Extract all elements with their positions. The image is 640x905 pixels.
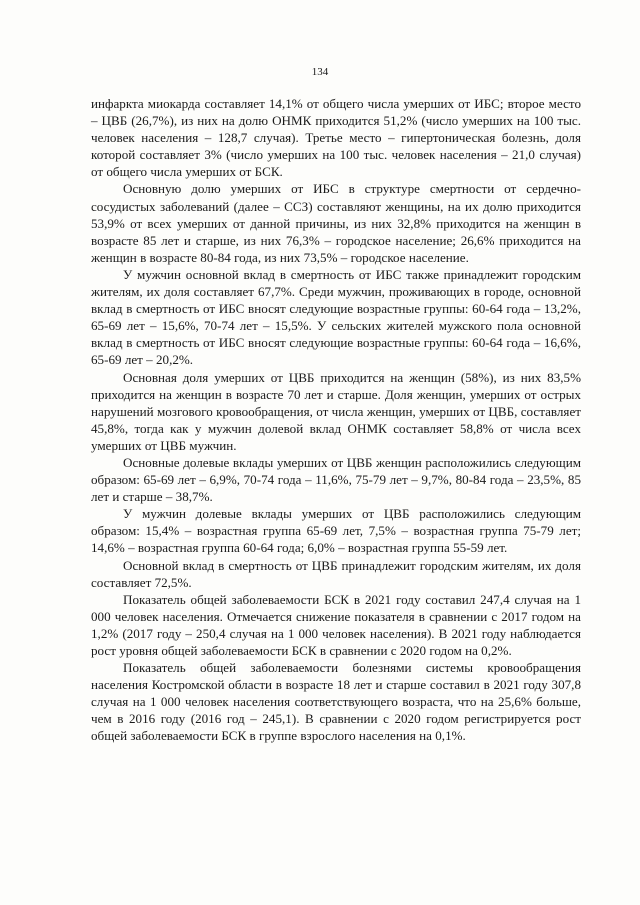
paragraph-cvb-women-share: Основная доля умерших от ЦВБ приходится на женщин (58%), из них 83,5% приходится на женщин в возрасте 70 лет и старше. Доля женщин, умерших от острых нарушений мозгового кровообращения, от числа женщин, умерших от ЦВБ, составляет 45,8%, тогда как у мужчин долевой вклад ОНМК составляет 58,8% от числа всех умерших от ЦВБ мужчин.	[91, 369, 581, 453]
body-text	[91, 95, 581, 745]
paragraph-ibs-women: Основную долю умерших от ИБС в структуре смертности от сердечно-сосудистых заболеваний (далее – ССЗ) составляют женщины, на их долю приходится 53,9% от всех умерших от данной причины, из них 32,8% приходится на женщин в возрасте 85 лет и старше, из них 76,3% – городское население; 26,6% приходится на женщин в возрасте 80-84 года, из них 73,5% – городское население.	[91, 181, 581, 265]
paragraph-continuation: инфаркта миокарда составляет 14,1% от общего числа умерших от ИБС; второе место – ЦВБ (26,7%), из них на долю ОНМК приходится 51,2% (число умерших на 100 тыс. человек населения – 128,7 случая). Третье место – гипертоническая болезнь, доля которой составляет 3% (число умерших на 100 тыс. человек населения – 21,0 случая) от общего числа умерших от БСК.	[91, 96, 581, 180]
paragraph-bsk-morbidity: Показатель общей заболеваемости БСК в 2021 году составил 247,4 случая на 1 000 человек населения. Отмечается снижение показателя в сравнении с 2017 годом на 1,2% (2017 году – 250,4 случая на 1 000 человек населения). В 2021 году наблюдается рост уровня общей заболеваемости БСК в сравнении с 2020 годом на 0,2%.	[91, 591, 581, 658]
page-number: 134	[311, 66, 329, 78]
paragraph-cvb-urban: Основной вклад в смертность от ЦВБ принадлежит городским жителям, их доля составляет 72,5%.	[91, 557, 581, 590]
paragraph-cvb-women-ages: Основные долевые вклады умерших от ЦВБ женщин расположились следующим образом: 65-69 лет – 6,9%, 70-74 года – 11,6%, 75-79 лет – 9,7%, 80-84 года – 23,5%, 85 лет и старше – 38,7%.	[91, 454, 581, 505]
paragraph-ibs-men: У мужчин основной вклад в смертность от ИБС также принадлежит городским жителям, их доля составляет 67,7%. Среди мужчин, проживающих в городе, основной вклад в смертность от ИБС вносят следующие возрастные группы: 60-64 года – 13,2%, 65-69 лет – 15,6%, 70-74 лет – 15,5%. У сельских жителей мужского пола основной вклад в смертность от ИБС вносят следующие возрастные группы: 60-64 года – 16,6%, 65-69 лет – 20,2%.	[91, 266, 581, 368]
paragraph-adult-morbidity: Показатель общей заболеваемости болезнями системы кровообращения населения Костромской области в возрасте 18 лет и старше составил в 2021 году 307,8 случая на 1 000 человек населения соответствующего возраста, что на 25,6% больше, чем в 2016 году (2016 год – 245,1). В сравнении с 2020 годом регистрируется рост общей заболеваемости БСК в группе взрослого населения на 0,1%.	[91, 660, 581, 744]
paragraph-cvb-men-ages: У мужчин долевые вклады умерших от ЦВБ расположились следующим образом: 15,4% – возрастная группа 65-69 лет, 7,5% – возрастная группа 75-79 лет; 14,6% – возрастная группа 60-64 года; 6,0% – возрастная группа 55-59 лет.	[91, 506, 581, 556]
